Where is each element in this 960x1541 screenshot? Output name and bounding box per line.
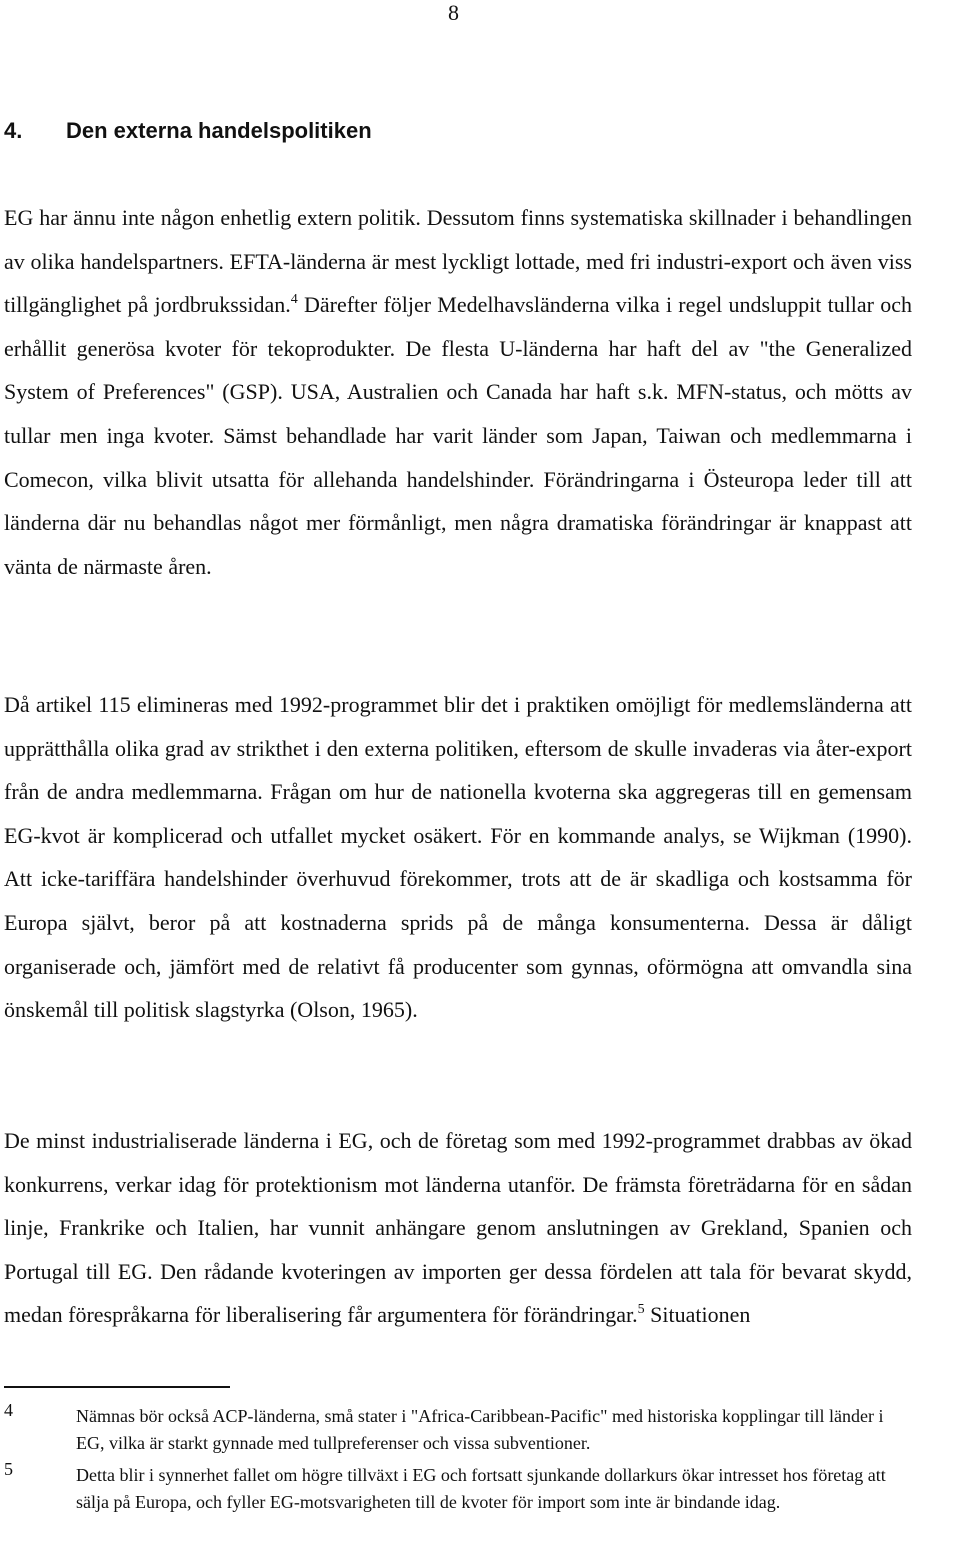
body-paragraph <box>4 683 912 1032</box>
body-paragraph <box>4 1119 912 1337</box>
section-number: 4. <box>4 118 23 143</box>
paragraph-text: Då artikel 115 elimineras med 1992-programmet blir det i praktiken omöjligt för medlemsländerna att upprätthålla olika grad av strikthet i den externa politiken, eftersom de skulle invaderas via åter-export från de andra medlemmarna. Frågan om hur de nationella kvoterna ska aggregeras till en gemensam EG-kvot är komplicerad och utfallet mycket osäkert. För en kommande analys, se Wijkman (1990). Att icke-tariffära handelshinder överhuvud förekommer, trots att de är skadliga och kostsamma för Europa självt, beror på att kostnaderna sprids på de många konsumenterna. Dessa är dåligt organiserade och, jämfört med de relativt få producenter som gynnas, oförmögna att omvandla sina önskemål till politisk slagstyrka (Olson, 1965). <box>4 692 912 1023</box>
page-number: 8 <box>448 0 459 25</box>
section-title: Den externa handelspolitiken <box>66 118 372 143</box>
paragraph-text: Situationen <box>644 1302 751 1328</box>
paragraph-text: De minst industrialiserade länderna i EG, och de företag som med 1992-programmet drabbas av ökad konkurrens, verkar idag för protektionism mot länderna utanför. De främsta företrädarna för en sådan linje, Frankrike och Italien, har vunnit anhängare genom anslutningen av Grekland, Spanien och Portugal till EG. Den rådande kvoteringen av importen ger dessa fördelen att tala för bevarat skydd, medan förespråkarna för liberalisering får argumentera för förändringar. <box>4 1128 912 1328</box>
footnote-divider <box>4 1386 230 1388</box>
section-heading <box>4 116 372 146</box>
footnote-number: 4 <box>4 1400 13 1420</box>
footnote-text: Nämnas bör också ACP-länderna, små stater i "Africa-Caribbean-Pacific" med historiska kopplingar till länder i EG, vilka är starkt gynnade med tullpreferenser och vissa subventioner. <box>76 1406 884 1453</box>
footnote-reference: 5 <box>637 1302 645 1318</box>
footnote-reference: 4 <box>290 292 298 308</box>
footnote-number: 5 <box>4 1459 13 1479</box>
paragraph-text: Därefter följer Medelhavsländerna vilka i regel undsluppit tullar och erhållit generösa kvoter för tekoprodukter. De flesta U-länderna har haft del av "the Generalized System of Preferences" (GSP). USA, Australien och Canada har haft s.k. MFN-status, och mötts av tullar men inga kvoter. Sämst behandlade har varit länder som Japan, Taiwan och medlemmarna i Comecon, vilka blivit utsatta för allehanda handelshinder. Förändringarna i Östeuropa leder till att länderna där nu behandlas något mer förmånligt, men några dramatiska förändringar är knappast att vänta de närmaste åren. <box>4 292 912 579</box>
body-paragraph <box>4 196 912 588</box>
footnote-text: Detta blir i synnerhet fallet om högre tillväxt i EG och fortsatt sjunkande dollarkurs ökar intresset hos företag att sälja på Europa, och fyller EG-motsvarigheten till de kvoter för import som inte är bindande idag. <box>76 1465 886 1512</box>
paragraph-text: EG har ännu inte någon enhetlig extern politik. Dessutom finns systematiska skillnader i behandlingen av olika handelspartners. EFTA-länderna är mest lyckligt lottade, med fri industri-export och även viss tillgänglighet på jordbrukssidan. <box>4 205 912 318</box>
